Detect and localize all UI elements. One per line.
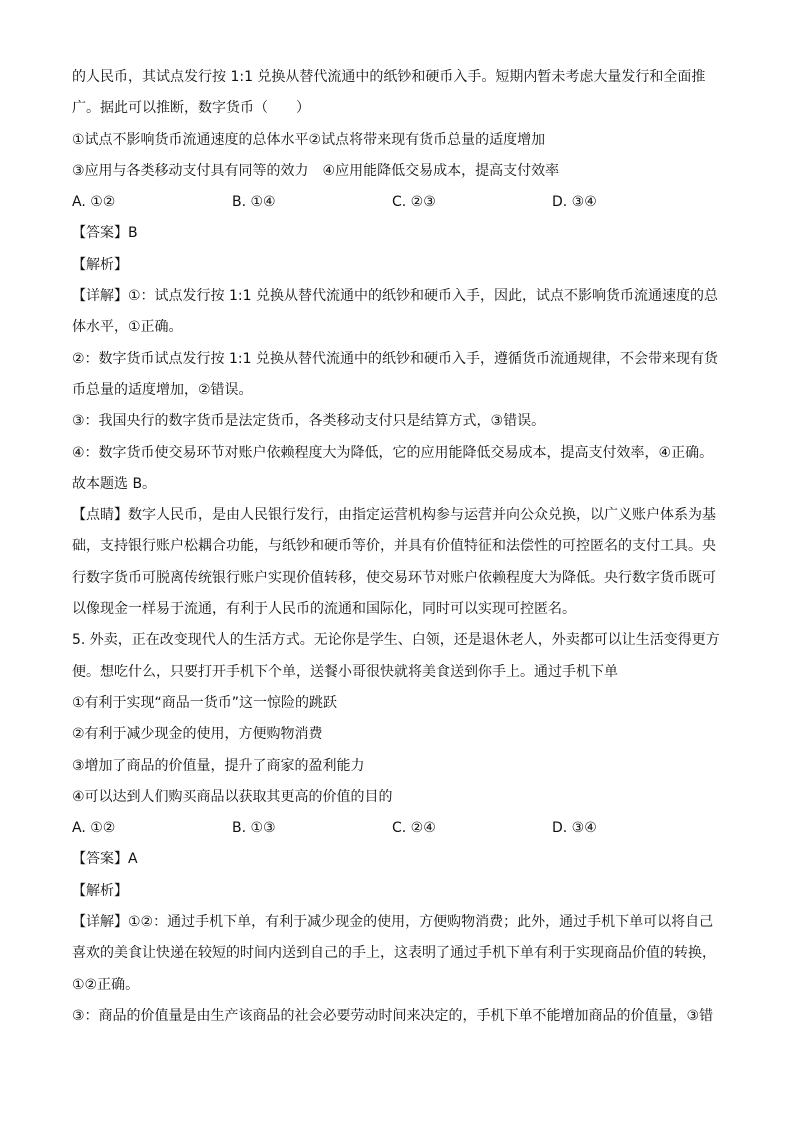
- q4-note-line: 【点睛】数字人民币，是由人民银行发行，由指定运营机构参与运营并向公众兑换，以广义账户体系为基: [72, 507, 716, 524]
- q5-options: [72, 813, 722, 844]
- q4-option-d: D. ③④: [552, 194, 597, 211]
- q5-statement-line: ③增加了商品的价值量，提升了商家的盈利能力: [72, 757, 365, 774]
- q4-statement-line: ①试点不影响货币流通速度的总体水平②试点将带来现有货币总量的适度增加: [72, 131, 546, 148]
- q4-note-line: 础，支持银行账户松耦合功能，与纸钞和硬币等价，并具有价值特征和法偿性的可控匿名的支付工具。央: [72, 538, 716, 555]
- q4-options: [72, 187, 722, 218]
- q4-option-a: A. ①②: [72, 194, 116, 211]
- q4-stem-line: 的人民币，其试点发行按 1:1 兑换从替代流通中的纸钞和硬币入手。短期内暂未考虑大量发行和全面推: [72, 69, 706, 85]
- q5-detail-line: 喜欢的美食让快递在较短的时间内送到自己的手上，这表明了通过手机下单有利于实现商品价值的转换，: [72, 945, 716, 962]
- q4-detail-line: 体水平，①正确。: [72, 319, 183, 336]
- q4-detail-line: 故本题选 B。: [72, 475, 157, 492]
- q4-detail-line: 币总量的适度增加，②错误。: [72, 381, 253, 398]
- q4-statement-line: ③应用与各类移动支付具有同等的效力 ④应用能降低交易成本，提高支付效率: [72, 162, 560, 179]
- q5-statement-line: ④可以达到人们购买商品以获取其更高的价值的目的: [72, 788, 393, 805]
- q5-statement-line: ①有利于实现“商品一货币”这一惊险的跳跃: [72, 694, 338, 711]
- q4-detail-line: ②：数字货币试点发行按 1:1 兑换从替代流通中的纸钞和硬币入手，遵循货币流通规律，不会带来现有货: [72, 350, 718, 367]
- q4-option-c: C. ②③: [392, 194, 436, 211]
- q5-statement-line: ②有利于减少现金的使用，方便购物消费: [72, 726, 323, 743]
- q4-option-b: B. ①④: [232, 194, 276, 211]
- q4-note-line: 行数字货币可脱离传统银行账户实现价值转移，使交易环节对账户依赖程度大为降低。央行数字货币既可: [72, 569, 716, 586]
- q5-analysis-label: 【解析】: [72, 882, 128, 899]
- q5-option-b: B. ①③: [232, 820, 276, 837]
- q4-stem-line: 广。据此可以推断，数字货币（ ）: [72, 100, 310, 117]
- q5-option-d: D. ③④: [552, 820, 597, 837]
- q5-option-a: A. ①②: [72, 820, 116, 837]
- q4-detail-line: 【详解】①：试点发行按 1:1 兑换从替代流通中的纸钞和硬币入手，因此，试点不影响货币流通速度的总: [72, 288, 718, 305]
- q5-detail-line: 【详解】①②：通过手机下单，有利于减少现金的使用，方便购物消费；此外，通过手机下单可以将自己: [72, 914, 714, 931]
- q5-detail-line: ③：商品的价值量是由生产该商品的社会必要劳动时间来决定的，手机下单不能增加商品的价值量，③错: [72, 1007, 714, 1024]
- q5-stem-line: 便。想吃什么，只要打开手机下个单，送餐小哥很快就将美食送到你手上。通过手机下单: [72, 663, 618, 680]
- q4-detail-line: ③：我国央行的数字货币是法定货币，各类移动支付只是结算方式，③错误。: [72, 413, 546, 430]
- q5-answer: 【答案】A: [72, 851, 138, 868]
- q5-option-c: C. ②④: [392, 820, 436, 837]
- q5-stem-line: 5. 外卖，正在改变现代人的生活方式。无论你是学生、白领，还是退休老人，外卖都可以让生活变得更方: [72, 632, 720, 649]
- q4-answer: 【答案】B: [72, 225, 138, 242]
- q4-detail-line: ④：数字货币使交易环节对账户依赖程度大为降低，它的应用能降低交易成本，提高支付效率，④正确。: [72, 444, 714, 461]
- q4-analysis-label: 【解析】: [72, 256, 128, 273]
- document-content: [72, 62, 722, 1032]
- q4-note-line: 以像现金一样易于流通，有利于人民币的流通和国际化，同时可以实现可控匿名。: [72, 601, 576, 618]
- q5-detail-line: ①②正确。: [72, 976, 140, 993]
